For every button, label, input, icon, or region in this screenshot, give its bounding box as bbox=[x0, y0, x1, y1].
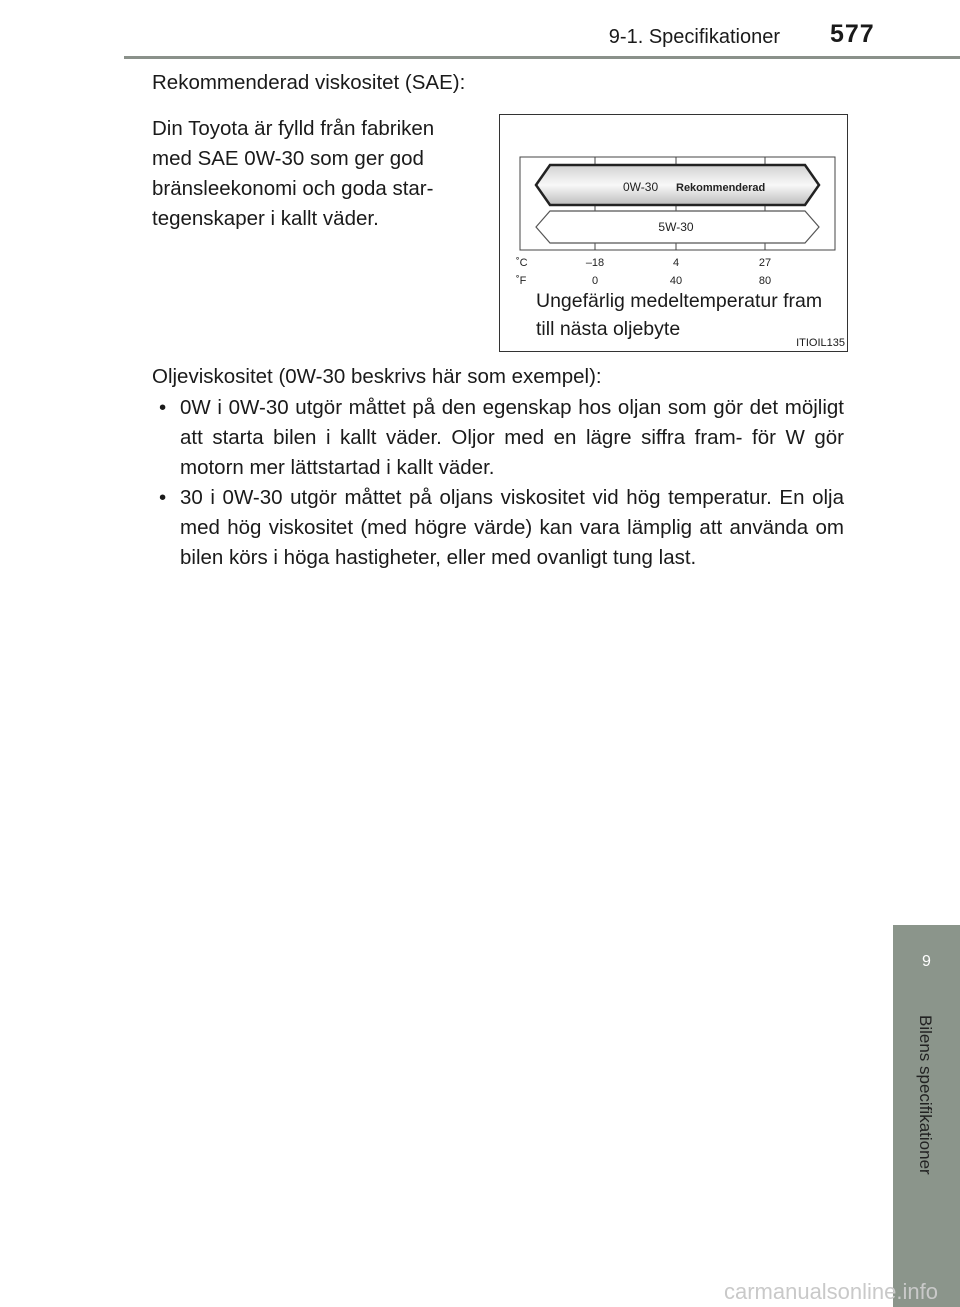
text-line: bränsleekonomi och goda star- bbox=[152, 177, 434, 200]
figure-caption bbox=[536, 287, 822, 343]
factory-fill-paragraph bbox=[152, 114, 478, 234]
chapter-tab[interactable] bbox=[893, 925, 960, 1307]
viscosity-example-heading: Oljeviskositet (0W-30 beskrivs här som exempel): bbox=[152, 365, 602, 388]
text-line: tung last. bbox=[613, 546, 697, 569]
celsius-tick: 4 bbox=[672, 257, 680, 269]
bar-5w30-label: 5W-30 bbox=[658, 220, 694, 234]
text-line: En olja med hög viskositet (med högre värde) kan vara lämplig bbox=[180, 486, 845, 539]
text-line: 0W i 0W-30 utgör måttet på den egenskap hos oljan som gör det bbox=[180, 396, 779, 419]
fahrenheit-tick: 0 bbox=[591, 275, 599, 287]
fahrenheit-unit: ˚F bbox=[516, 275, 527, 287]
footer-watermark[interactable]: carmanualsonline.info bbox=[723, 1279, 938, 1304]
fahrenheit-tick: 80 bbox=[758, 275, 772, 287]
section-title: 9-1. Specifikationer bbox=[608, 26, 780, 48]
recommended-label: Rekommenderad bbox=[676, 182, 766, 194]
header-rule bbox=[124, 56, 960, 59]
text-line: med SAE 0W-30 som ger god bbox=[152, 147, 424, 170]
bar-0w30-label: 0W-30 bbox=[623, 180, 659, 194]
page-number: 577 bbox=[830, 20, 875, 48]
text-line: för W gör motorn mer lättstartad i kallt väder. bbox=[180, 426, 844, 479]
text-line: Din Toyota är fylld från fabriken bbox=[152, 117, 435, 140]
intro-heading: Rekommenderad viskositet (SAE): bbox=[152, 71, 466, 94]
text-line: 30 i 0W-30 utgör måttet på oljans viskositet vid hög temperatur. bbox=[180, 486, 772, 509]
caption-line: till nästa oljebyte bbox=[536, 318, 681, 340]
celsius-tick: 27 bbox=[758, 257, 772, 269]
list-item bbox=[152, 393, 844, 483]
text-line: tegenskaper i kallt väder. bbox=[152, 207, 379, 230]
bullet-marker: • bbox=[159, 486, 167, 509]
caption-line: Ungefärlig medeltemperatur fram bbox=[536, 290, 823, 312]
fahrenheit-tick: 40 bbox=[669, 275, 683, 287]
chapter-number: 9 bbox=[922, 953, 931, 970]
bullet-marker: • bbox=[159, 396, 167, 419]
viscosity-bullets bbox=[152, 393, 844, 573]
text-line: möjligt att starta bilen i kallt väder. Oljor med en lägre siffra fram- bbox=[180, 396, 845, 449]
celsius-unit: ˚C bbox=[516, 257, 528, 269]
list-item bbox=[152, 483, 844, 573]
figure-code: ITIOIL135 bbox=[796, 337, 845, 349]
celsius-tick: –18 bbox=[585, 257, 605, 269]
chapter-title: Bilens specifikationer bbox=[916, 1015, 935, 1175]
text-line: att använda om bilen körs i höga hastigheter, eller med ovanligt bbox=[180, 516, 844, 569]
